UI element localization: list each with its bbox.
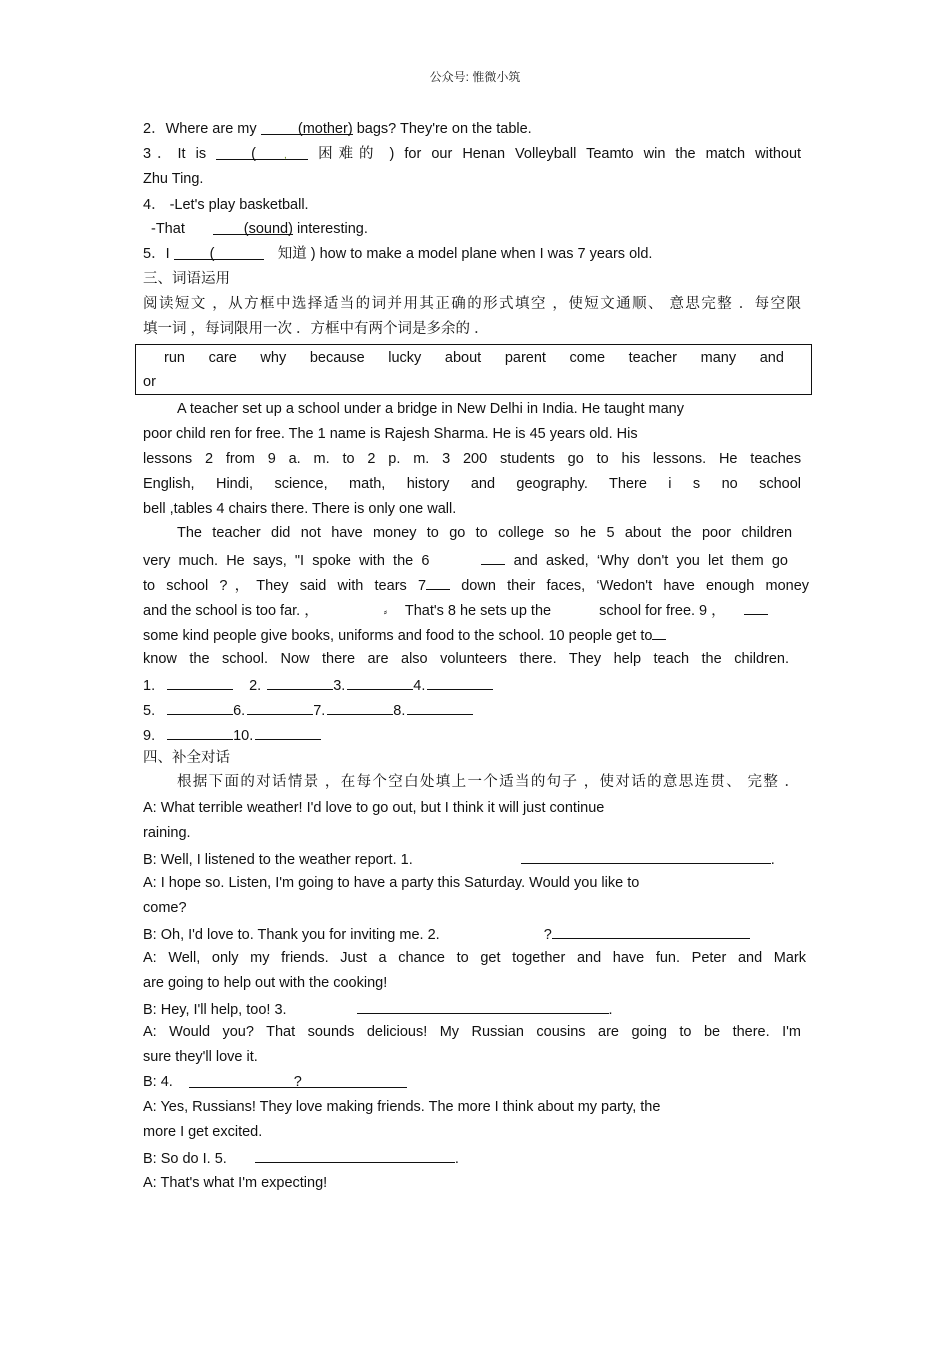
dw: and have fun. [576, 950, 681, 966]
question-3-line1 [143, 145, 801, 163]
pw: very much. He says, "I spoke with the 6 [143, 553, 430, 569]
question-4-b [151, 220, 368, 238]
q5-hint: 知道 ) [277, 246, 316, 262]
q3-w: win [643, 146, 666, 162]
pw: the [671, 525, 692, 541]
blank-6[interactable] [481, 550, 505, 565]
pw: some kind people give books, uniforms and food to the school. 10 people get to [143, 628, 653, 644]
answer-blank[interactable] [267, 675, 333, 690]
answer-num: 4. [413, 678, 426, 694]
dialogue-blank-3[interactable] [357, 999, 609, 1014]
pw: That's 8 he sets up the [404, 603, 552, 619]
dw: there. [732, 1024, 770, 1040]
dialogue-line [143, 849, 775, 869]
pw: have enough money [663, 578, 810, 594]
word-option: care [208, 350, 237, 366]
pw: did [271, 525, 291, 541]
dialogue-line [143, 924, 750, 944]
word-option: because [309, 350, 365, 366]
dialogue-line: sure they'll love it. [143, 1049, 258, 1065]
dialogue-line [143, 1023, 801, 1041]
dialogue-blank-5[interactable] [255, 1148, 455, 1163]
pw: m. 3 200 [413, 451, 488, 467]
pw: 2 p. [367, 451, 401, 467]
pw: s [692, 476, 701, 492]
pw: poor [701, 525, 731, 541]
dialogue-line: come? [143, 900, 187, 916]
section-3-instructions-1 [143, 295, 801, 313]
pw: 5 about [606, 525, 662, 541]
pw: his [621, 451, 641, 467]
q3-w: is [195, 146, 207, 162]
pw: you let them go [676, 553, 788, 569]
q3-w: for [404, 146, 422, 162]
dialogue-line: are going to help out with the cooking! [143, 975, 388, 991]
pw: so he [554, 525, 597, 541]
q2-suffix: bags? They're on the table. [356, 121, 532, 137]
answer-row-1 [143, 675, 493, 695]
pw: down their [461, 578, 536, 594]
pw: English, [143, 476, 195, 492]
instr-part: ．每空限 [738, 296, 802, 312]
answer-num: 7. [313, 703, 326, 719]
pw: know [143, 651, 177, 667]
pw: are [367, 651, 389, 667]
pw: science, [274, 476, 328, 492]
q3-w: Teamto [586, 146, 634, 162]
passage-line: and the school is too far. ， ⸗ That's 8 he sets up the school for free. 9 ， [143, 600, 768, 622]
word-option: run [164, 350, 185, 366]
dialogue-text: B: Hey, I'll help, too! 3. [143, 1002, 287, 1018]
blank-7[interactable] [426, 575, 450, 590]
pw: history [406, 476, 450, 492]
word-option: come [569, 350, 606, 366]
pw: tears 7 [374, 578, 427, 594]
answer-num: 8. [393, 703, 406, 719]
period: . [608, 1002, 613, 1018]
passage-line: A teacher set up a school under a bridge in New Delhi in India. He taught many [177, 401, 684, 417]
section-3-instructions-2: 填一词 ，每词限用一次 ．方框中有两个词是多余的 ． [143, 321, 489, 337]
dialogue-text: B: 4. [143, 1074, 173, 1090]
question-5 [143, 245, 652, 263]
pw: children. [734, 651, 789, 667]
period: . [770, 852, 775, 868]
pw: the [701, 651, 722, 667]
pw: 9 a. [267, 451, 301, 467]
dw: going to be [631, 1024, 721, 1040]
pw: Hindi, [215, 476, 254, 492]
dialogue-text: B: Well, I listened to the weather report. 1. [143, 852, 413, 868]
q4-prefix: -That [151, 221, 185, 237]
answer-num: 1. [143, 678, 156, 694]
dialogue-line [143, 1148, 459, 1168]
passage-line [143, 450, 801, 468]
pw: lessons. [652, 451, 707, 467]
q3-paren: ( [251, 146, 256, 162]
pw: to school ?，They said [143, 578, 327, 594]
pw: school for free. 9 ， [599, 603, 726, 619]
dw: together [512, 950, 566, 966]
word-option: or [143, 374, 156, 390]
instr-part: ，在每个空白处填上一个适当的句子 [324, 774, 579, 790]
answer-row-2 [143, 700, 473, 720]
answer-blank[interactable] [327, 700, 393, 715]
pw: and the school is too far. ， [143, 603, 319, 619]
q3-w: the [675, 146, 696, 162]
section-4-instructions [177, 773, 799, 791]
pw: faces, [546, 578, 586, 594]
q3-w: without [755, 146, 802, 162]
pw: children [741, 525, 793, 541]
dialogue-line [143, 1073, 407, 1091]
instr-part: 阅读短文 ，从方框中选择适当的词并用其正确的形式填空 [143, 296, 547, 312]
pw: no [721, 476, 738, 492]
q5-blank[interactable] [174, 245, 264, 260]
pw: He teaches [718, 451, 802, 467]
q4-suffix: interesting. [296, 221, 368, 237]
passage-line [143, 650, 789, 668]
passage-line [143, 475, 801, 493]
instr-part: 根据下面的对话情景 [177, 774, 320, 790]
pw: and asked, [513, 553, 589, 569]
q2-prefix: 2．Where are my [143, 121, 257, 137]
answer-num: 5. [143, 703, 156, 719]
word-option: parent [504, 350, 546, 366]
pw: Now there [280, 651, 356, 667]
dialogue-line: A: What terrible weather! I'd love to go out, but I think it will just continue [143, 800, 605, 816]
dw: a chance [378, 950, 445, 966]
word-option: and [759, 350, 784, 366]
dw: A: Would you? That sounds delicious! My Russian [143, 1024, 524, 1040]
dw: Peter [691, 950, 727, 966]
passage-line: poor child ren for free. The 1 name is Rajesh Sharma. He is 45 years old. His [143, 426, 638, 442]
instr-part: 完整 ． [747, 774, 800, 790]
blank-10-line[interactable] [652, 625, 666, 640]
question-mark: ? [293, 1074, 302, 1090]
dw: to [456, 950, 469, 966]
dialogue-text: B: So do I. 5. [143, 1151, 227, 1167]
q4-blank[interactable] [213, 220, 293, 235]
q3-w: Henan Volleyball [462, 146, 577, 162]
answer-num: 3. [333, 678, 346, 694]
dw: only [211, 950, 239, 966]
pw: go to [567, 451, 609, 467]
q2-blank[interactable] [261, 120, 353, 135]
q5-prefix: 5．I [143, 246, 170, 262]
q4-hint: (sound) [243, 221, 293, 237]
pw: and [470, 476, 496, 492]
dw: my friends. [250, 950, 329, 966]
answer-num: 2. [249, 678, 262, 694]
pw: There [609, 476, 647, 492]
dw: cousins are [536, 1024, 619, 1040]
instr-part: ，使短文通顺、 意思完整 [552, 296, 734, 312]
pw: there. [519, 651, 557, 667]
dw: get [480, 950, 501, 966]
pw: school. [222, 651, 268, 667]
pw: the [189, 651, 210, 667]
pw: math, [349, 476, 386, 492]
question-2 [143, 120, 532, 138]
q3-w: our [431, 146, 453, 162]
dialogue-blank-1[interactable] [521, 849, 771, 864]
section-3-title: 三、词语运用 [143, 271, 230, 287]
answer-blank[interactable] [167, 700, 233, 715]
answer-row-3 [143, 725, 321, 745]
answer-blank[interactable] [247, 700, 313, 715]
pw: m. to [313, 451, 355, 467]
answer-blank[interactable] [255, 725, 321, 740]
dialogue-text: B: Oh, I'd love to. Thank you for inviting me. 2. [143, 927, 440, 943]
dw: A: Well, [143, 950, 201, 966]
pw: with [337, 578, 364, 594]
q3-w: 3．It [143, 146, 186, 162]
answer-num: 6. [233, 703, 246, 719]
answer-blank[interactable] [347, 675, 413, 690]
dialogue-line: more I get excited. [143, 1124, 263, 1140]
q3-w: match [705, 146, 746, 162]
pw: volunteers [440, 651, 508, 667]
dialogue-line: raining. [143, 825, 191, 841]
answer-num: 10. [233, 728, 254, 744]
word-option: lucky [388, 350, 422, 366]
period: . [454, 1151, 459, 1167]
pw: ‘Wedon't [596, 578, 653, 594]
word-option: many [700, 350, 737, 366]
pw: They help [568, 651, 642, 667]
q5-suffix: how to make a model plane when I was 7 years old. [319, 246, 653, 262]
q2-hint: (mother) [297, 121, 353, 137]
pw: geography. [516, 476, 588, 492]
passage-line [143, 625, 666, 645]
dw: I'm [782, 1024, 802, 1040]
page-header: 公众号: 惟微小筑 [429, 70, 521, 84]
section-4-title: 四、补全对话 [143, 750, 230, 766]
pw: go to [449, 525, 488, 541]
q3-blank[interactable]: ( , [216, 145, 308, 160]
passage-line [143, 575, 809, 595]
answer-blank[interactable] [427, 675, 493, 690]
pw: school [759, 476, 802, 492]
dialogue-line [143, 999, 613, 1019]
dialogue-line: A: I hope so. Listen, I'm going to have a party this Saturday. Would you like to [143, 875, 640, 891]
pw: teach [653, 651, 690, 667]
blank-9[interactable] [744, 600, 768, 615]
dw: and Mark [737, 950, 806, 966]
pw: college [498, 525, 545, 541]
answer-blank[interactable] [167, 725, 233, 740]
dialogue-line [143, 949, 806, 967]
dw: Just [340, 950, 367, 966]
word-box [135, 344, 812, 395]
word-option: why [260, 350, 287, 366]
q5-paren: ( [209, 246, 215, 262]
dialogue-blank-4[interactable] [189, 1073, 407, 1088]
passage-line [177, 524, 792, 542]
answer-blank[interactable] [407, 700, 473, 715]
word-option: teacher [628, 350, 677, 366]
word-list [164, 350, 784, 366]
question-mark: ? [543, 927, 552, 943]
pw: lessons 2 from [143, 451, 255, 467]
pw: ‘Why don't [596, 553, 669, 569]
dialogue-line: A: Yes, Russians! They love making friends. The more I think about my party, the [143, 1099, 661, 1115]
pw: have money to [331, 525, 439, 541]
pw: students [500, 451, 555, 467]
dialogue-line: A: That's what I'm expecting! [143, 1175, 328, 1191]
dialogue-blank-2[interactable] [552, 924, 750, 939]
pw: i [668, 476, 672, 492]
word-option: about [444, 350, 482, 366]
pw: The teacher [177, 525, 261, 541]
instr-part: ，使对话的意思连贯、 [583, 774, 743, 790]
question-4-a: 4． -Let's play basketball. [143, 197, 309, 213]
pw: not [300, 525, 321, 541]
answer-blank[interactable] [167, 675, 233, 690]
passage-line: bell ,tables 4 chairs there. There is only one wall. [143, 501, 457, 517]
q3-hint: 困难的 ) [318, 146, 395, 162]
pw: also [401, 651, 428, 667]
passage-line [143, 550, 788, 570]
question-3-line2: Zhu Ting. [143, 171, 204, 187]
answer-num: 9. [143, 728, 156, 744]
